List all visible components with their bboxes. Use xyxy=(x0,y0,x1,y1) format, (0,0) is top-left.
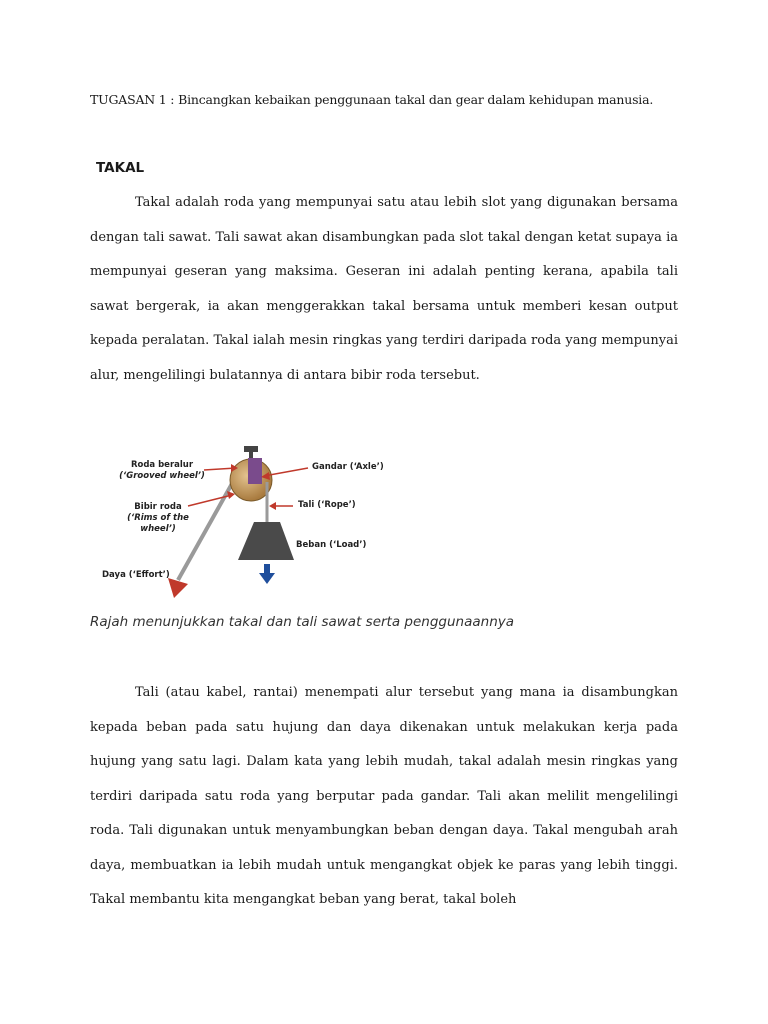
label-rim: Bibir roda (‘Rims of the wheel’) xyxy=(127,502,189,534)
effort-arrow xyxy=(168,578,188,598)
assignment-title: TUGASAN 1 : Bincangkan kebaikan penggunaan takal dan gear dalam kehidupan manusia. xyxy=(90,92,654,107)
paragraph-pulley-definition: Takal adalah roda yang mempunyai satu atau lebih slot yang digunakan bersama dengan tali sawat. Tali sawat akan disambungkan pada slot takal dengan ketat supaya ia mempunyai geseran yang maksima. Geseran ini adalah penting kerana, apabila tali sawat bergerak, ia akan menggerakkan takal bersama untuk memberi kesan output kepada peralatan. Takal ialah mesin ringkas yang terdiri daripada roda yang mempunyai alur, mengelilingi bulatannya di antara bibir roda tersebut. xyxy=(90,195,678,383)
label-effort: Daya (‘Effort’) xyxy=(102,570,170,580)
axle-plate xyxy=(248,458,262,484)
paragraph-pulley-explanation: Tali (atau kabel, rantai) menempati alur tersebut yang mana ia disambungkan kepada beban pada satu hujung dan daya dikenakan untuk melakukan kerja pada hujung yang satu lagi. Dalam kata yang lebih mudah, takal adalah mesin ringkas yang terdiri daripada satu roda yang berputar pada gandar. Tali akan melilit mengelilingi roda. Tali digunakan untuk menyambungkan beban dengan daya. Takal mengubah arah daya, membuatkan ia lebih mudah untuk mengangkat objek ke paras yang lebih tinggi. Takal membantu kita mengangkat beban yang berat, takal boleh xyxy=(90,685,678,907)
label-load: Beban (‘Load’) xyxy=(296,540,367,550)
label-axle: Gandar (‘Axle’) xyxy=(312,462,384,472)
pulley-diagram xyxy=(96,440,406,600)
load-arrow-head xyxy=(259,573,275,584)
load-arrow-shaft xyxy=(264,564,270,574)
label-grooved-wheel: Roda beralur (‘Grooved wheel’) xyxy=(119,460,205,481)
load-weight xyxy=(238,522,294,560)
section-heading-takal: TAKAL xyxy=(96,160,145,176)
figure-caption: Rajah menunjukkan takal dan tali sawat serta penggunaannya xyxy=(90,614,515,630)
label-rope: Tali (‘Rope’) xyxy=(298,500,356,510)
